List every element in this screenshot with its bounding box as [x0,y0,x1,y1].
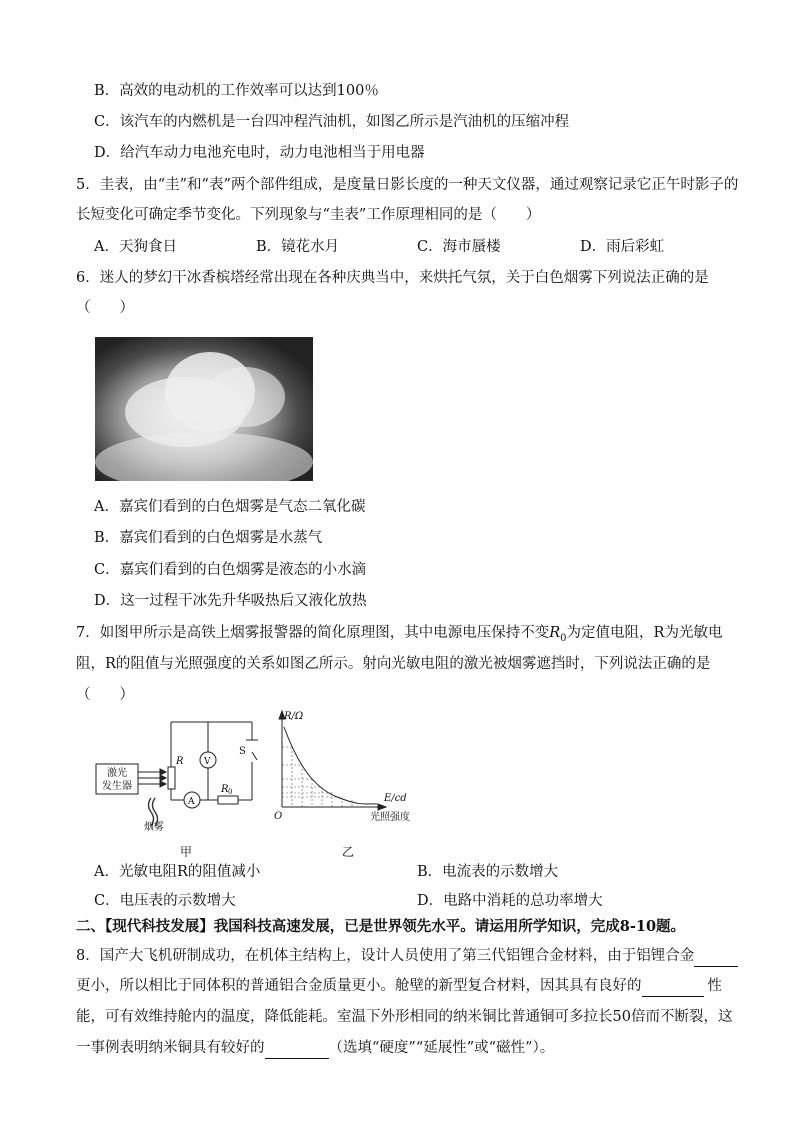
photoresistor-r [168,767,175,789]
q6-option-a: A．嘉宾们看到的白色烟雾是气态二氧化碳 [94,499,366,515]
q5-option-c: C．海市蜃楼 [417,239,501,255]
q8-line3: 能，可有效维持舱内的温度，降低能耗。室温下外形相同的纳米铜比普通铜可多拉长50倍而不断裂，这 [76,1009,733,1025]
smoke-label: 烟雾 [144,822,164,832]
resistance-light-graph-yi [272,707,422,827]
circuit-diagram-jia [94,712,274,832]
q7-option-b: B．电流表的示数增大 [417,864,559,880]
r0-label: R [221,784,229,795]
q8-line4 [76,1038,554,1059]
q7-option-d: D．电路中消耗的总功率增大 [417,893,603,909]
q7-stem-text-b: 为定值电阻，R为光敏电 [566,625,723,641]
q8-blank-3[interactable] [265,1038,329,1059]
q5-stem-line1: 5．圭表，由“圭”和“表”两个部件组成，是度量日影长度的一种天文仪器，通过观察记录它正午时影子的 [76,177,739,193]
q7-option-c: C．电压表的示数增大 [94,893,236,909]
laser-label-1: 激光 [107,768,127,779]
origin-label: O [274,811,283,822]
y-axis-label: R/Ω [284,711,304,722]
x-title: 光照强度 [370,812,410,823]
q4-option-b: B．高效的电动机的工作效率可以达到100％ [94,83,379,99]
r0-sub: 0 [228,788,233,796]
r-vs-e-curve [284,727,377,804]
q4-option-c: C．该汽车的内燃机是一台四冲程汽油机，如图乙所示是汽油机的压缩冲程 [94,114,570,130]
q8-line2-text: 更小，所以相比于同体积的普通铝合金质量更小。舱壁的新型复合材料，因其具有良好的 [76,978,642,994]
v-label: V [204,757,211,767]
q4-option-d: D．给汽车动力电池充电时，动力电池相当于用电器 [94,145,425,161]
q5-option-b: B．镜花水月 [256,239,340,255]
q8-line1-text: 8．国产大飞机研制成功，在机体主结构上，设计人员使用了第三代铝锂合金材料，由于铝锂合金 [76,948,695,964]
laser-label-2: 发生器 [102,781,132,792]
q8-line4-text: 一事例表明纳米铜具有较好的 [76,1040,265,1056]
q7-stem-line2: 阻，R的阻值与光照强度的关系如图乙所示。射向光敏电阻的激光被烟雾遮挡时，下列说法正确的是 [76,656,711,672]
r-label: R [176,756,184,767]
q6-option-b: B．嘉宾们看到的白色烟雾是水蒸气 [94,530,323,546]
q8-line2-tail: 性 [707,978,722,994]
q7-stem-line1 [76,623,722,649]
q8-blank-2[interactable] [642,976,704,997]
caption-jia: 甲 [180,845,193,859]
q6-option-c: C．嘉宾们看到的白色烟雾是液态的小水滴 [94,562,367,578]
resistor-r0 [218,796,238,804]
q6-stem-line1: 6．迷人的梦幻干冰香槟塔经常出现在各种庆典当中，来烘托气氛，关于白色烟雾下列说法正确的是 [76,270,709,286]
dry-ice-champagne-photo [95,337,313,481]
section-2-heading: 二、【现代科技发展】我国科技高速发展，已是世界领先水平。请运用所学知识，完成8-10题。 [76,918,686,935]
q5-option-d: D．雨后彩虹 [580,239,665,255]
q7-r0: R [549,625,561,641]
x-axis-label: E/cd [384,793,407,804]
q7-stem-line3: （ ） [76,687,134,703]
q8-line2 [76,976,722,997]
s-label: S [239,746,246,757]
q7-r0-sub: 0 [560,632,567,644]
q5-stem-line2: 长短变化可确定季节变化。下列现象与“圭表”工作原理相同的是（ ） [76,207,541,223]
caption-yi: 乙 [342,845,355,859]
q8-line1 [76,946,738,967]
q8-blank-1[interactable] [694,946,738,967]
q7-stem-text-a: 7．如图甲所示是高铁上烟雾报警器的简化原理图，其中电源电压保持不变 [76,625,550,641]
q5-option-a: A．天狗食日 [94,239,177,255]
q7-option-a: A．光敏电阻R的阻值减小 [94,864,261,880]
q6-option-d: D．这一过程干冰先升华吸热后又液化放热 [94,593,367,609]
q6-stem-line2: （ ） [76,300,134,316]
q8-line4-tail: （选填“硬度”“延展性”或“磁性”）。 [328,1040,555,1056]
a-label: A [188,797,195,807]
